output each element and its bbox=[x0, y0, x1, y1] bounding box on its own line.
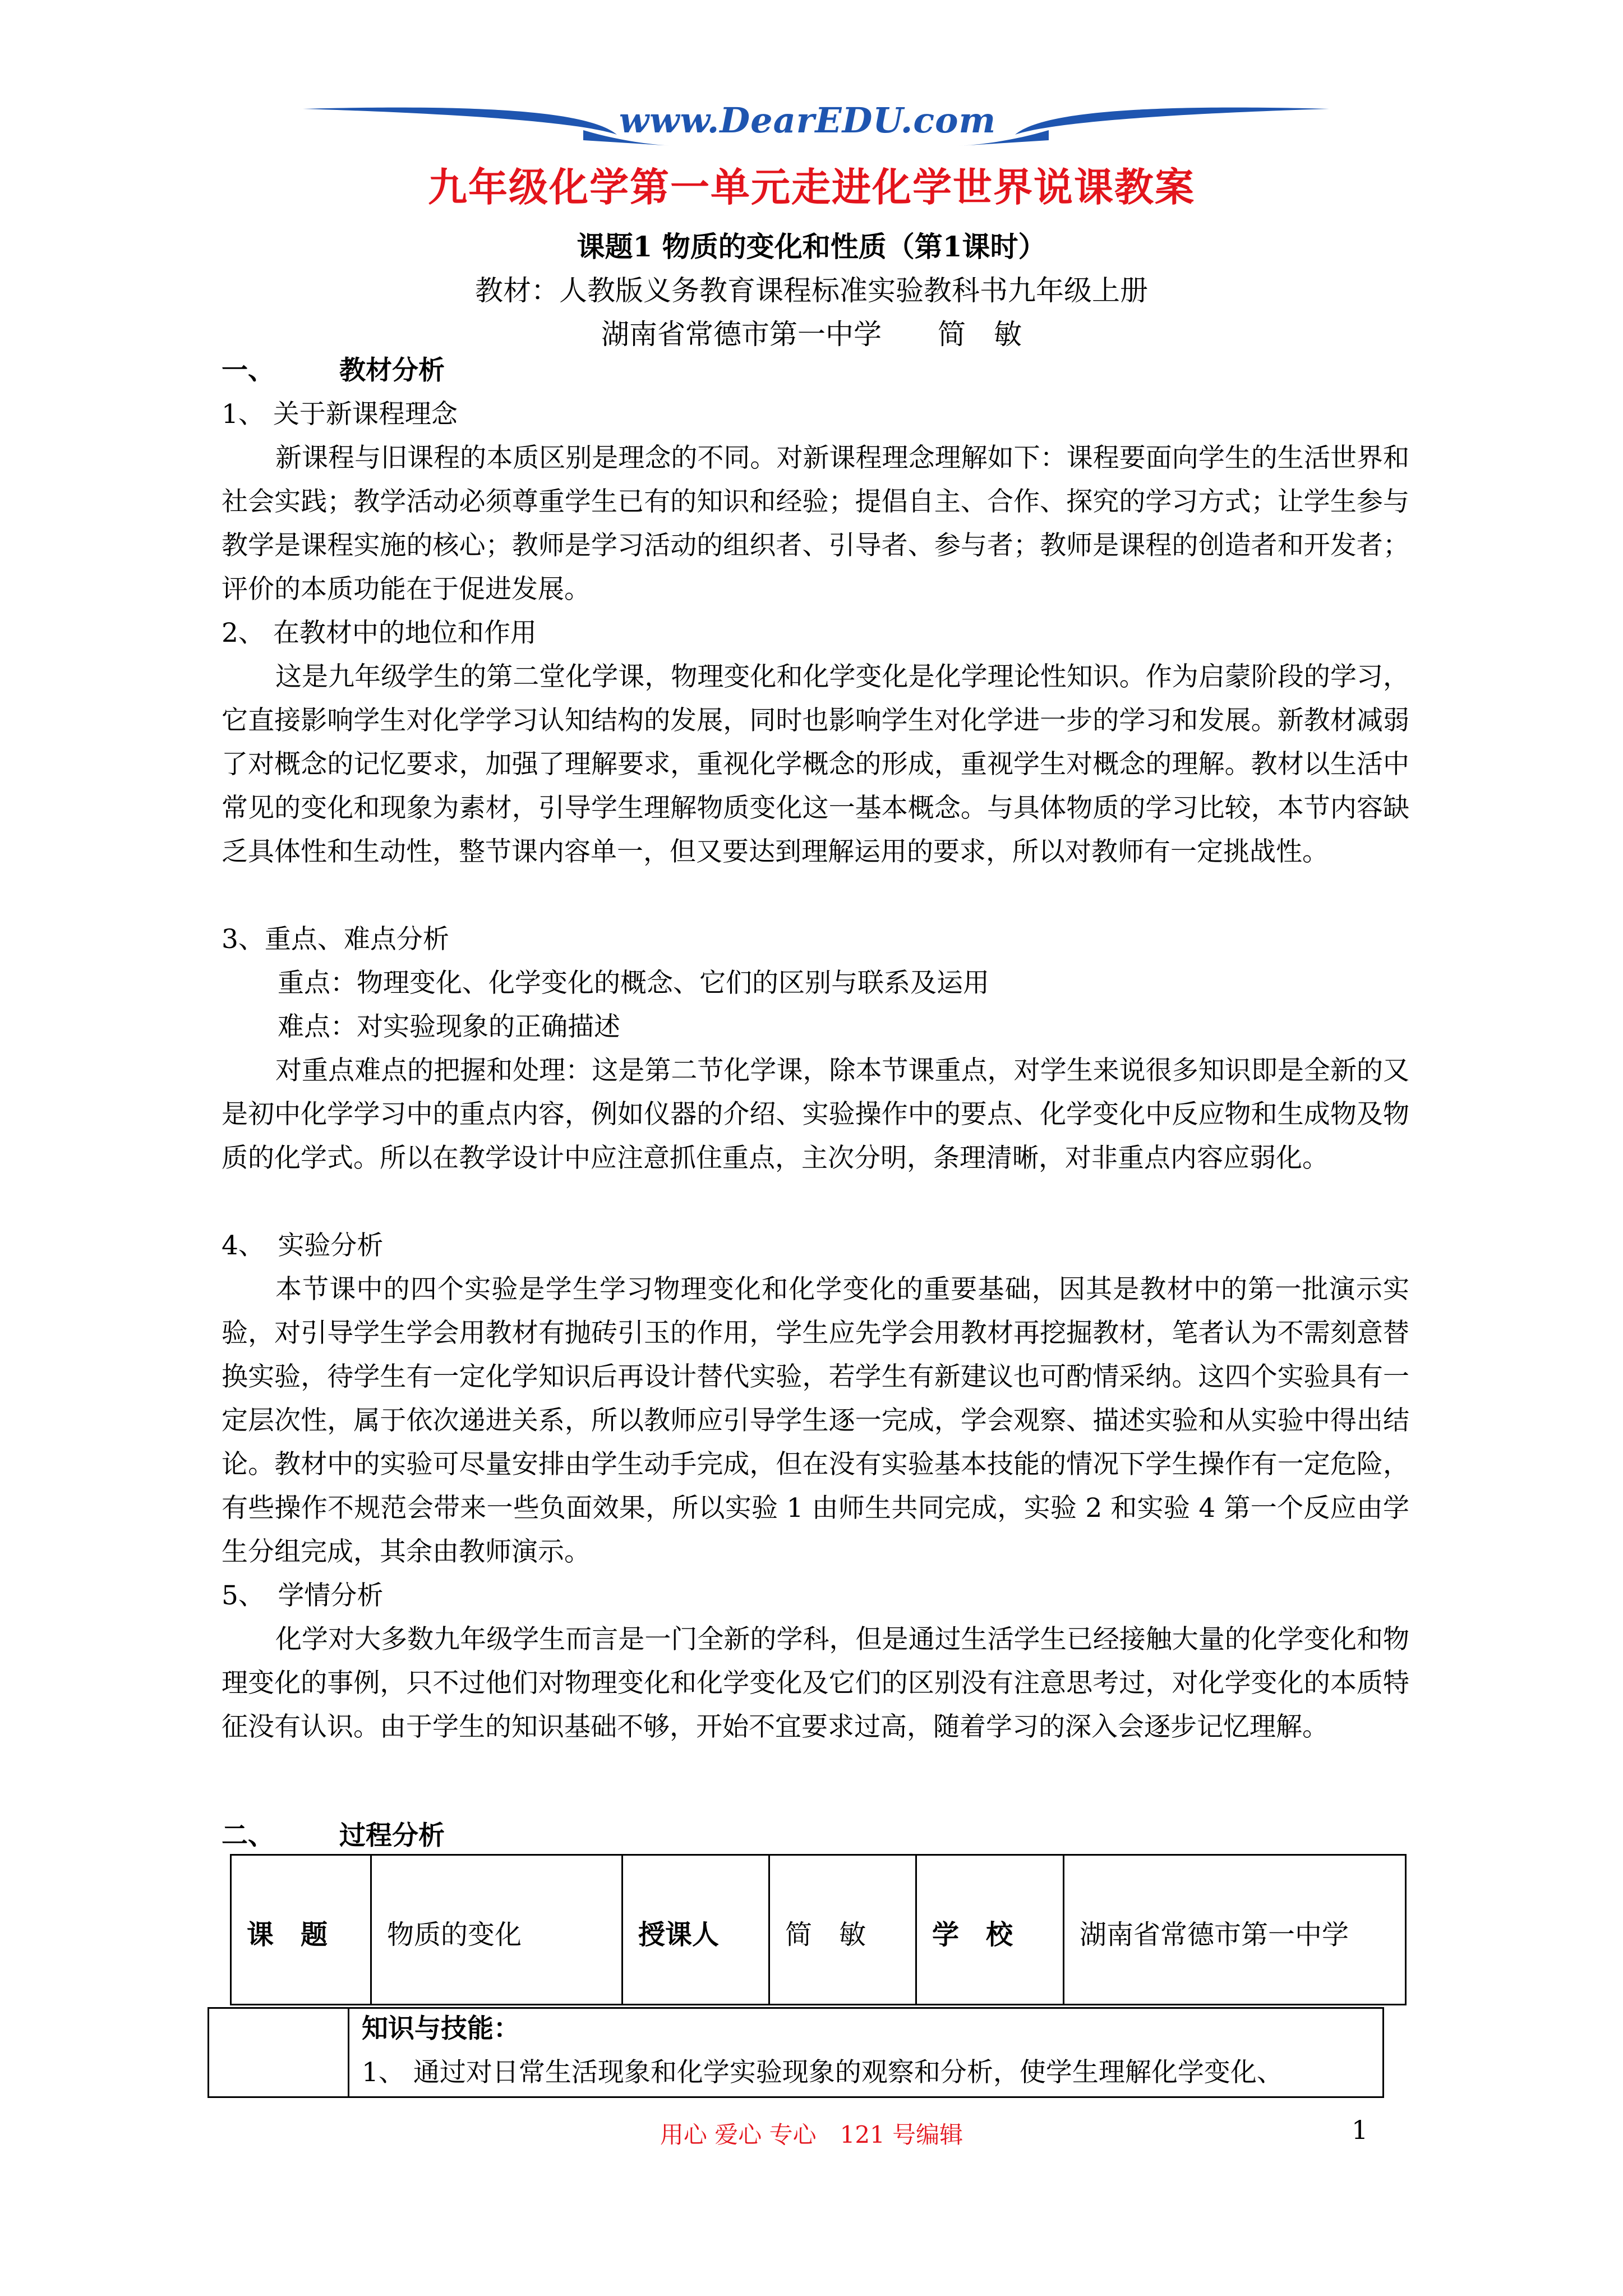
table-divider bbox=[768, 1854, 770, 2005]
key-point-line: 重点：物理变化、化学变化的概念、它们的区别与联系及运用 bbox=[278, 968, 989, 999]
subsection-2-paragraph: 这是九年级学生的第二堂化学课，物理变化和化学变化是化学理论性知识。作为启蒙阶段的学习，它直接影响学生对化学学习认知结构的发展，同时也影响学生对化学进一步的学习和发展。新教材减弱了对概念的记忆要求，加强了理解要求，重视化学概念的形成，重视学生对概念的理解。教材以生活中常见的变化和现象为素材，引导学生理解物质变化这一基本概念。与具体物质的学习比较，本节内容缺乏具体性和生动性，整节课内容单一，但又要达到理解运用的要求，所以对教师有一定挑战性。 bbox=[222, 661, 1409, 867]
difficult-point-line: 难点：对实验现象的正确描述 bbox=[278, 1011, 620, 1042]
table-divider bbox=[1063, 1854, 1064, 2005]
objectives-heading: 知识与技能： bbox=[362, 2013, 520, 2044]
author-line: 湖南省常德市第一中学 简 敏 bbox=[601, 318, 1022, 351]
section-2-title: 过程分析 bbox=[339, 1820, 445, 1851]
objectives-line-1: 1、 通过对日常生活现象和化学实验现象的观察和分析，使学生理解化学变化、 bbox=[362, 2057, 1283, 2088]
subsection-5-heading: 5、 学情分析 bbox=[222, 1580, 384, 1611]
page-number: 1 bbox=[1352, 2115, 1368, 2145]
table-divider bbox=[370, 1854, 372, 2005]
table-cell-school: 湖南省常德市第一中学 bbox=[1080, 1919, 1349, 1950]
textbook-line: 教材：人教版义务教育课程标准实验教科书九年级上册 bbox=[475, 274, 1148, 307]
section-2-number: 二、 bbox=[222, 1820, 274, 1851]
table-cell-teacher-label: 授课人 bbox=[638, 1919, 720, 1950]
lesson-title: 课题1 物质的变化和性质（第1课时） bbox=[577, 230, 1046, 263]
table-divider bbox=[348, 2007, 349, 2098]
footer-slogan: 用心 爱心 专心 121 号编辑 bbox=[660, 2121, 963, 2148]
subsection-4-paragraph: 本节课中的四个实验是学生学习物理变化和化学变化的重要基础，因其是教材中的第一批演示实验，对引导学生学会用教材有抛砖引玉的作用，学生应先学会用教材再挖掘教材，笔者认为不需刻意替换实验，待学生有一定化学知识后再设计替代实验，若学生有新建议也可酌情采纳。这四个实验具有一定层次性，属于依次递进关系，所以教师应引导学生逐一完成，学会观察、描述实验和从实验中得出结论。教材中的实验可尽量安排由学生动手完成，但在没有实验基本技能的情况下学生操作有一定危险，有些操作不规范会带来一些负面效果，所以实验 1 由师生共同完成，实验 2 和实验 4 第一个反应由学生分组完成，其余由教师演示。 bbox=[222, 1274, 1409, 1567]
section-1-title: 教材分析 bbox=[339, 355, 445, 386]
subsection-1-heading: 1、 关于新课程理念 bbox=[222, 399, 458, 430]
section-1-number: 一、 bbox=[222, 355, 274, 386]
subsection-5-paragraph: 化学对大多数九年级学生而言是一门全新的学科，但是通过生活学生已经接触大量的化学变化和物理变化的事例，只不过他们对物理变化和化学变化及它们的区别没有注意思考过，对化学变化的本质特征没有认识。由于学生的知识基础不够，开始不宜要求过高，随着学习的深入会逐步记忆理解。 bbox=[222, 1624, 1409, 1742]
table-cell-topic-label: 课 题 bbox=[247, 1919, 328, 1950]
subsection-4-heading: 4、 实验分析 bbox=[222, 1230, 384, 1261]
table-cell-topic: 物质的变化 bbox=[387, 1919, 522, 1950]
subsection-3-paragraph: 对重点难点的把握和处理：这是第二节化学课，除本节课重点，对学生来说很多知识即是全新的又是初中化学学习中的重点内容，例如仪器的介绍、实验操作中的要点、化学变化中反应物和生成物及物质的化学式。所以在教学设计中应注意抓住重点，主次分明，条理清晰，对非重点内容应弱化。 bbox=[222, 1055, 1409, 1174]
table-cell-school-label: 学 校 bbox=[932, 1919, 1013, 1950]
subsection-2-heading: 2、 在教材中的地位和作用 bbox=[222, 618, 537, 648]
site-url[interactable]: www.DearEDU.com bbox=[619, 100, 997, 141]
table-cell-teacher: 简 敏 bbox=[785, 1919, 866, 1950]
table-divider bbox=[915, 1854, 917, 2005]
subsection-1-paragraph: 新课程与旧课程的本质区别是理念的不同。对新课程理念理解如下：课程要面向学生的生活世界和社会实践；教学活动必须尊重学生已有的知识和经验；提倡自主、合作、探究的学习方式；让学生参与教学是课程实施的核心；教师是学习活动的组织者、引导者、参与者；教师是课程的创造者和开发者；评价的本质功能在于促进发展。 bbox=[222, 443, 1409, 605]
table-divider bbox=[621, 1854, 623, 2005]
subsection-3-heading: 3、重点、难点分析 bbox=[222, 924, 449, 955]
document-title: 九年级化学第一单元走进化学世界说课教案 bbox=[428, 164, 1195, 210]
